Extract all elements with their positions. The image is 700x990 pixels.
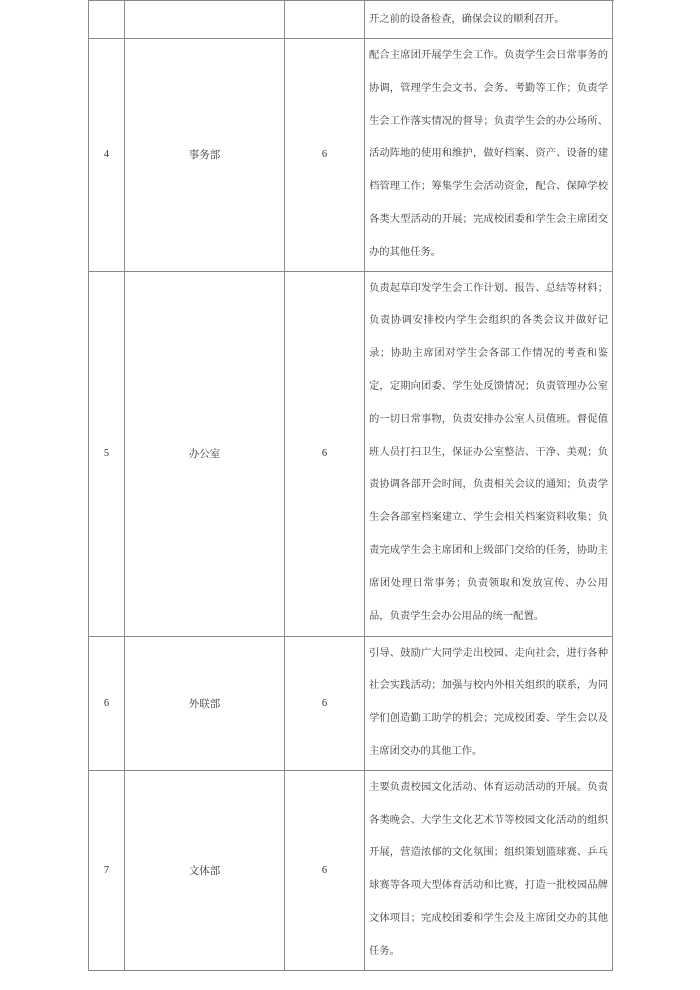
duties-table [88,0,614,971]
duties-description-cell [365,771,613,971]
duties-description-text: 开之前的设备检查，确保会议的顺利召开。 [369,13,565,25]
member-count-cell [285,637,365,771]
department-name-text: 文体部 [188,865,221,877]
member-count-text: 6 [321,448,328,460]
department-name-cell [125,272,285,637]
row-index-cell [89,272,125,637]
row-index-text: 6 [103,697,110,709]
duties-description-text: 配合主席团开展学生会工作。负责学生会日常事务的协调，管理学生会文书、会务、考勤等工作；负责学生会工作落实情况的督导；负责学生会的办公场所、活动阵地的使用和维护，做好档案、资产、设备的建档管理工作；筹集学生会活动资金，配合、保障学校各类大型活动的开展；完成校团委和学生会主席团交办的其他任务。 [369,50,608,258]
member-count-text: 6 [321,697,328,709]
department-name-cell [125,637,285,771]
department-name-text: 事务部 [188,150,221,162]
table-row [89,272,614,637]
member-count-text: 6 [321,149,328,161]
duties-description-text: 引导、鼓励广大同学走出校园、走向社会，进行各种社会实践活动；加强与校内外相关组织的联系，为同学们创造勤工助学的机会；完成校团委、学生会以及主席团交办的其他工作。 [369,647,608,757]
row-index-cell [89,39,125,272]
department-name-cell [125,1,285,39]
duties-description-cell [365,1,613,39]
row-index-text: 7 [103,864,110,876]
member-count-cell [285,771,365,971]
department-name-text: 办公室 [188,449,221,461]
table-row-continued [89,1,614,39]
row-index-cell [89,637,125,771]
duties-description-cell [365,272,613,637]
duties-description-text: 主要负责校园文化活动、体育运动活动的开展。负责各类晚会、大学生文化艺术节等校园文化活动的组织开展，营造浓郁的文化氛围；组织策划篮球赛、乒乓球赛等各项大型体育活动和比赛，打造一批校园品牌文体项目；完成校团委和学生会及主席团交办的其他任务。 [369,781,608,957]
department-name-cell [125,39,285,272]
duties-description-cell [365,39,613,272]
duties-description-cell [365,637,613,771]
member-count-cell [285,272,365,637]
row-index-cell [89,771,125,971]
department-name-text: 外联部 [188,698,221,710]
row-index-cell [89,1,125,39]
member-count-cell [285,39,365,272]
row-index-text: 4 [103,149,110,161]
member-count-cell [285,1,365,39]
table-row [89,771,614,971]
department-name-cell [125,771,285,971]
table-row [89,39,614,272]
member-count-text: 6 [321,864,328,876]
duties-description-text: 负责起草印发学生会工作计划、报告、总结等材料；负责协调安排校内学生会组织的各类会议并做好记录；协助主席团对学生会各部工作情况的考查和鉴定，定期向团委、学生处反馈情况；负责管理办公室的一切日常事物，负责安排办公室人员值班。督促值班人员打扫卫生，保证办公室整洁、干净、美观；负责协调各部开会时间，负责相关会议的通知；负责学生会各部室档案建立、学生会相关档案资料收集；负责完成学生会主席团和上级部门交给的任务，协助主席团处理日常事务；负责领取和发放宣传、办公用品，负责学生会办公用品的统一配置。 [369,282,608,622]
table-row [89,637,614,771]
row-index-text: 5 [103,448,110,460]
